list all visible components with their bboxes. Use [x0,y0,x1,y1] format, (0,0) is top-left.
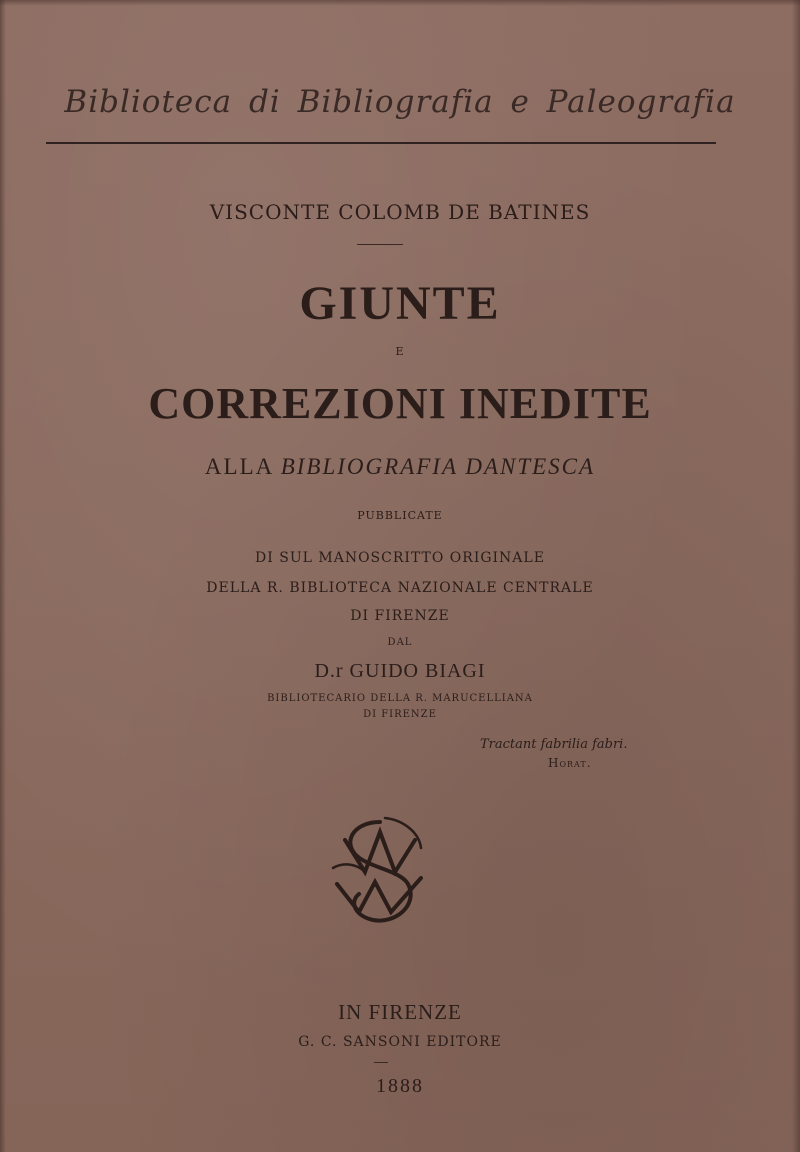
author: VISCONTE COLOMB DE BATINES [209,200,591,224]
imprint-divider [374,1062,388,1063]
imprint-publisher: G. C. SANSONI EDITORE [298,1034,502,1050]
title-line-2: CORREZIONI INEDITE [148,379,652,428]
imprint-year: 1888 [376,1075,424,1097]
page-edge-right [792,0,800,1152]
imprint-place: IN FIRENZE [338,1000,462,1024]
by-label: DAL [387,637,413,648]
source-line-2: DELLA R. BIBLIOTECA NAZIONALE CENTRALE [206,580,594,596]
published-label: PUBBLICATE [357,509,443,522]
page-edge-left [0,0,6,1152]
editor-role-line-2: DI FIRENZE [363,709,437,720]
source-line-3: DI FIRENZE [350,608,450,624]
subtitle [0,454,800,480]
page-edge-top [0,0,800,6]
title-line-1: GIUNTE [299,277,501,330]
series-rule [46,142,716,144]
source-line-1: DI SUL MANOSCRITTO ORIGINALE [255,550,545,566]
publisher-monogram-icon [325,812,435,932]
subtitle-prefix: ALLA [204,454,281,479]
motto-text: Tractant fabrilia fabri. [480,737,628,752]
motto [480,736,660,772]
editor-role-line-1: BIBLIOTECARIO DELLA R. MARUCELLIANA [267,693,533,704]
motto-source: Horat. [548,756,592,770]
editor-name: D.r GUIDO BIAGI [314,660,486,682]
title-conjunction: E [395,345,405,358]
author-divider [357,244,403,245]
series-title: Biblioteca di Bibliografia e Paleografia [64,84,736,120]
subtitle-italic: BIBLIOGRAFIA DANTESCA [280,454,596,479]
